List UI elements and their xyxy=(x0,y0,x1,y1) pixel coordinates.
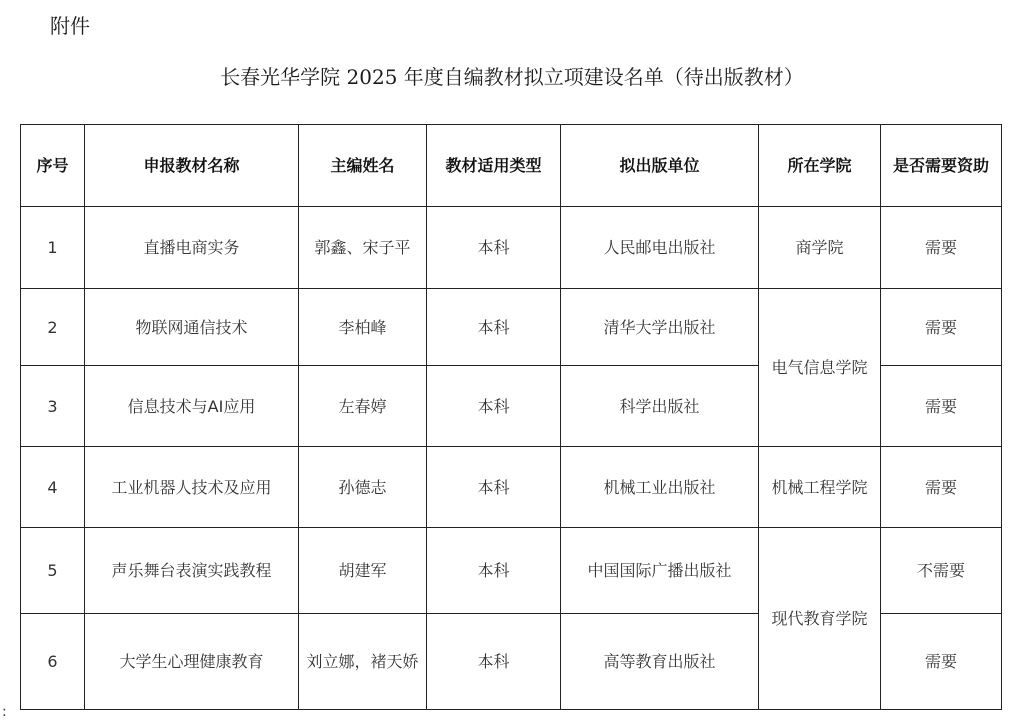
document-title: 长春光华学院 2025 年度自编教材拟立项建设名单（待出版教材） xyxy=(220,65,804,89)
cell-funding: 不需要 xyxy=(881,528,1002,614)
attachment-label: 附件 xyxy=(50,14,90,38)
cell-funding: 需要 xyxy=(881,447,1002,528)
cell-funding: 需要 xyxy=(881,614,1002,710)
header-college: 所在学院 xyxy=(759,125,881,207)
margin-mark: : xyxy=(2,704,7,720)
cell-type: 本科 xyxy=(427,614,561,710)
cell-type: 本科 xyxy=(427,447,561,528)
cell-publisher: 人民邮电出版社 xyxy=(561,207,759,289)
cell-college: 商学院 xyxy=(759,207,881,289)
cell-editor: 刘立娜，褚天娇 xyxy=(299,614,427,710)
cell-name: 直播电商实务 xyxy=(85,207,299,289)
textbook-table xyxy=(20,124,1002,710)
cell-publisher: 清华大学出版社 xyxy=(561,289,759,366)
cell-name: 声乐舞台表演实践教程 xyxy=(85,528,299,614)
cell-editor: 左春婷 xyxy=(299,366,427,447)
cell-no: 4 xyxy=(21,447,85,528)
header-name: 申报教材名称 xyxy=(85,125,299,207)
cell-funding: 需要 xyxy=(881,366,1002,447)
cell-no: 1 xyxy=(21,207,85,289)
cell-funding: 需要 xyxy=(881,289,1002,366)
header-no: 序号 xyxy=(21,125,85,207)
cell-name: 大学生心理健康教育 xyxy=(85,614,299,710)
table-row xyxy=(21,207,1002,289)
cell-college: 机械工程学院 xyxy=(759,447,881,528)
cell-college: 现代教育学院 xyxy=(759,528,881,710)
cell-name: 工业机器人技术及应用 xyxy=(85,447,299,528)
cell-type: 本科 xyxy=(427,366,561,447)
header-editor: 主编姓名 xyxy=(299,125,427,207)
cell-publisher: 中国国际广播出版社 xyxy=(561,528,759,614)
table-row xyxy=(21,528,1002,614)
cell-editor: 孙德志 xyxy=(299,447,427,528)
header-row xyxy=(21,125,1002,207)
cell-publisher: 高等教育出版社 xyxy=(561,614,759,710)
header-publisher: 拟出版单位 xyxy=(561,125,759,207)
cell-type: 本科 xyxy=(427,289,561,366)
cell-type: 本科 xyxy=(427,528,561,614)
cell-editor: 李柏峰 xyxy=(299,289,427,366)
table-row xyxy=(21,447,1002,528)
header-funding: 是否需要资助 xyxy=(881,125,1002,207)
table-row xyxy=(21,289,1002,366)
cell-editor: 郭鑫、宋子平 xyxy=(299,207,427,289)
cell-funding: 需要 xyxy=(881,207,1002,289)
cell-type: 本科 xyxy=(427,207,561,289)
cell-no: 5 xyxy=(21,528,85,614)
cell-no: 2 xyxy=(21,289,85,366)
cell-no: 3 xyxy=(21,366,85,447)
cell-editor: 胡建军 xyxy=(299,528,427,614)
cell-name: 物联网通信技术 xyxy=(85,289,299,366)
cell-publisher: 科学出版社 xyxy=(561,366,759,447)
cell-college: 电气信息学院 xyxy=(759,289,881,447)
cell-publisher: 机械工业出版社 xyxy=(561,447,759,528)
cell-name: 信息技术与AI应用 xyxy=(85,366,299,447)
header-type: 教材适用类型 xyxy=(427,125,561,207)
cell-no: 6 xyxy=(21,614,85,710)
